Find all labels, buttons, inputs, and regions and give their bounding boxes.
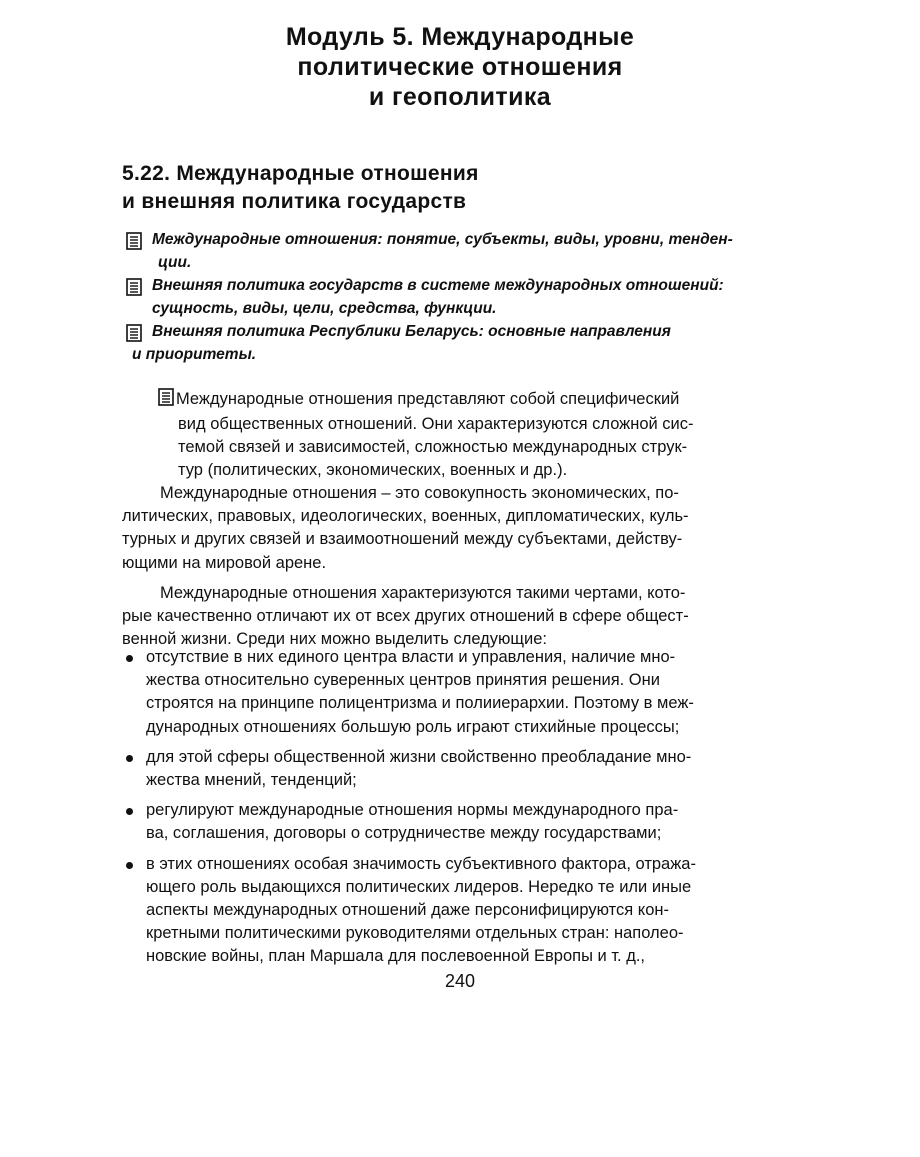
list-item-line: дународных отношениях большую роль играют стихийные процессы; [146,717,680,736]
paragraph-line: литических, правовых, идеологических, военных, дипломатических, куль- [122,507,689,526]
paragraph-line: венной жизни. Среди них можно выделить следующие: [122,630,547,649]
topic-text-line: ции. [158,254,192,271]
topic-item [122,320,822,366]
list-item-line: жества относительно суверенных центров принятия решения. Они [146,671,660,690]
list-item [122,646,822,739]
list-item [122,853,822,969]
topic-item [122,228,822,274]
bullet-icon [126,808,133,815]
definition-first-line [158,388,818,413]
topic-text-line: и приоритеты. [132,346,257,363]
list-item-line: новские войны, план Маршала для послевоенной Европы и т. д., [146,947,646,966]
bullet-icon [126,755,133,762]
module-title [230,22,690,112]
topic-list [122,228,822,366]
document-icon [126,232,142,257]
list-item [122,799,822,845]
definition-text-line: Международные отношения представляют собой специфический [176,390,680,408]
list-item-line: ва, соглашения, договоры о сотрудничестве между государствами; [146,824,662,843]
paragraph-line: рые качественно отличают их от всех других отношений в сфере общест- [122,607,689,626]
bullet-icon [126,655,133,662]
list-item-line: для этой сферы общественной жизни свойственно преобладание мно- [146,747,692,766]
module-title-line: и геополитика [368,83,552,111]
list-item-line: кретными политическими руководителями отдельных стран: наполео- [146,924,684,943]
topic-text-line: сущность, виды, цели, средства, функции. [152,300,497,317]
list-item-line: аспекты международных отношений даже персонифицируются кон- [146,901,669,920]
definition-block [158,388,818,482]
list-item-line: строятся на принципе полицентризма и полииерархии. Поэтому в меж- [146,694,694,713]
list-item-line: в этих отношениях особая значимость субъективного фактора, отража- [146,854,696,873]
page-number: 240 [444,971,476,991]
definition-text-line: темой связей и зависимостей, сложностью международных струк- [178,438,688,456]
document-icon [126,324,142,349]
paragraph [122,482,812,575]
section-title-line: и внешняя политика государств [122,190,467,213]
list-item-line: жества мнений, тенденций; [146,771,357,790]
definition-text-line: вид общественных отношений. Они характеризуются сложной сис- [178,415,694,433]
section-title-line: 5.22. Международные отношения [122,162,479,185]
module-title-line: политические отношения [297,53,623,81]
document-icon [126,278,142,303]
topic-text-line: Внешняя политика государств в системе международных отношений: [152,277,724,294]
bullet-icon [126,862,133,869]
paragraph-line: Международные отношения характеризуются такими чертами, кото- [160,583,686,602]
definition-text-line: тур (политических, экономических, военных и др.). [178,461,568,479]
section-title [122,160,479,216]
topic-item [122,274,822,320]
bullet-list [122,646,822,976]
list-item-line: ющего роль выдающихся политических лидеров. Нередко те или иные [146,877,692,896]
list-item [122,746,822,792]
module-title-line: Модуль 5. Международные [285,23,635,51]
topic-text-line: Международные отношения: понятие, субъекты, виды, уровни, тенден- [152,231,733,248]
paragraph-line: ющими на мировой арене. [122,553,327,572]
document-icon [158,388,174,413]
paragraph-line: турных и других связей и взаимоотношений между субъектами, действу- [122,530,683,549]
topic-text-line: Внешняя политика Республики Беларусь: основные направления [152,323,671,340]
paragraph-line: Международные отношения – это совокупность экономических, по- [160,484,679,502]
paragraph [122,582,812,652]
list-item-line: отсутствие в них единого центра власти и управления, наличие мно- [146,648,676,666]
list-item-line: регулируют международные отношения нормы международного пра- [146,801,679,820]
body-text [122,482,812,658]
